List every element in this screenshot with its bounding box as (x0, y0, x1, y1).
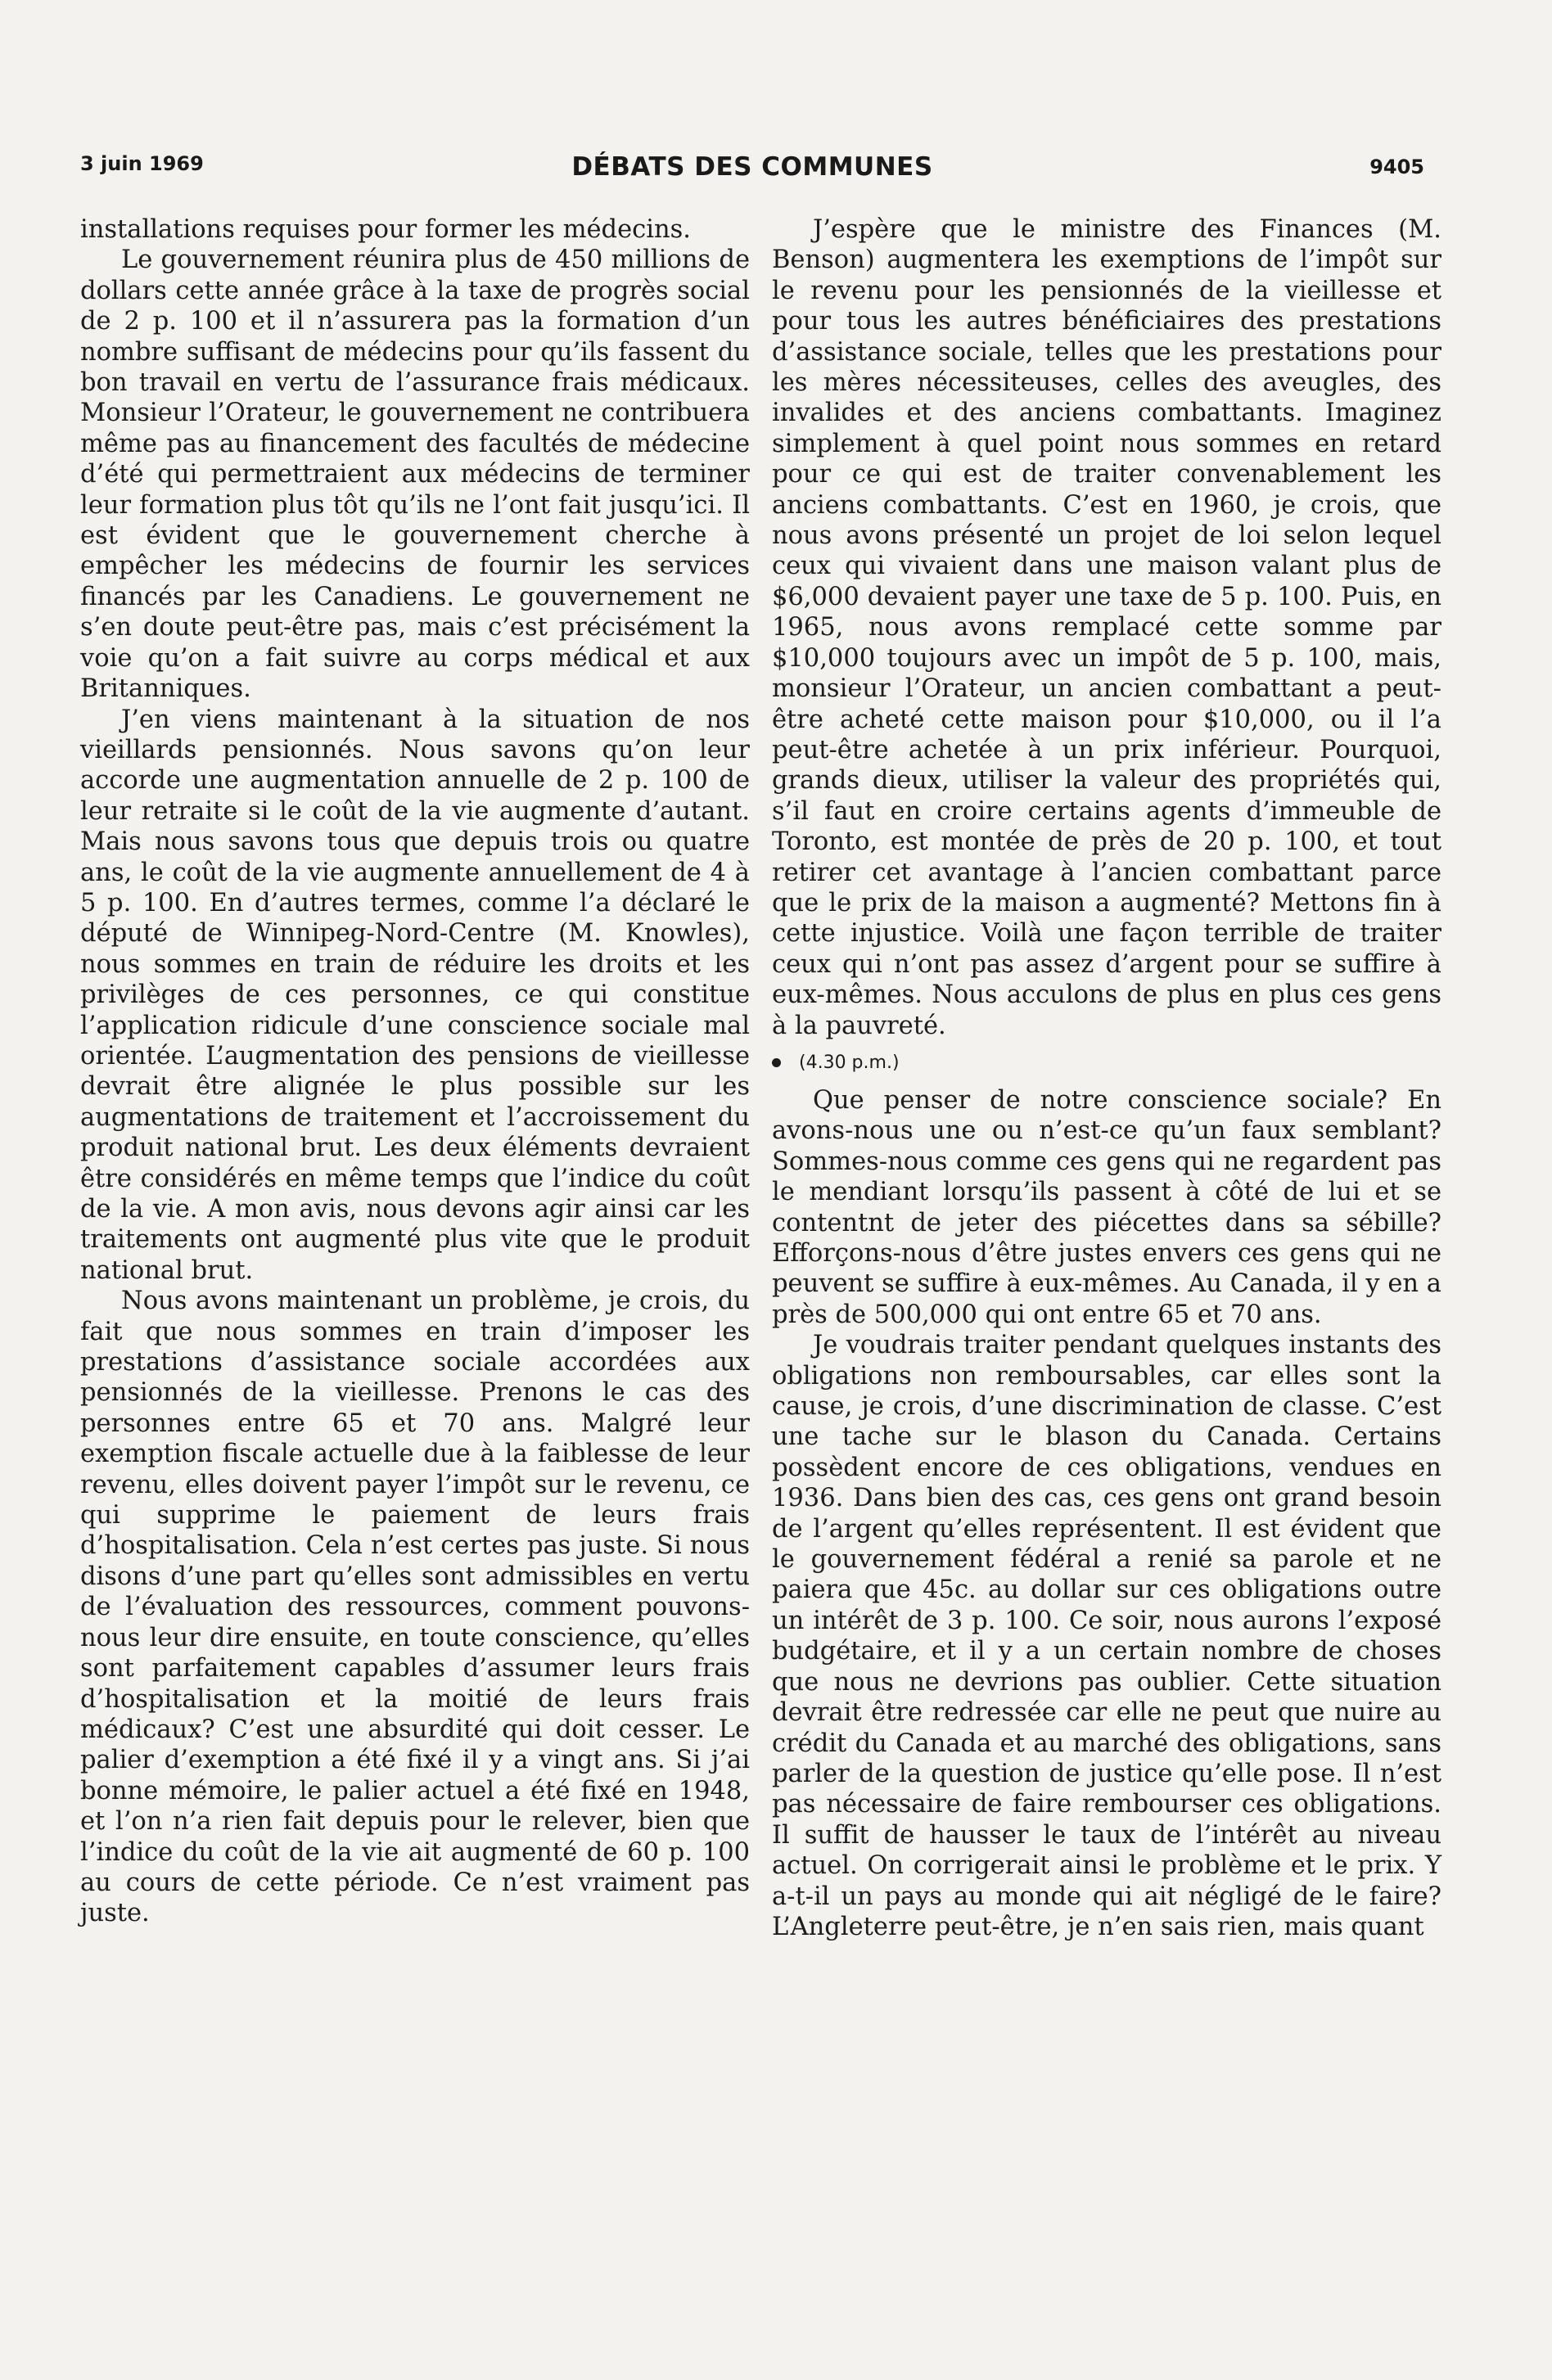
page-header (80, 152, 1424, 185)
left-column (80, 214, 750, 1929)
right-column (772, 214, 1441, 1942)
paragraph: Nous avons maintenant un problème, je crois, du fait que nous sommes en train d’imposer les prestations d’assistance sociale accordées aux pensionnés de la vieillesse. Prenons le cas des personnes entre 65 et 70 ans. Malgré leur exemption fiscale actuelle due à la faiblesse de leur revenu, elles doivent payer l’impôt sur le revenu, ce qui supprime le paiement de leurs frais d’hospitalisation. Cela n’est certes pas juste. Si nous disons d’une part qu’elles sont admissibles en vertu de l’évaluation des ressources, comment pouvons-nous leur dire ensuite, en toute conscience, qu’elles sont parfaitement capables d’assumer leurs frais d’hospitalisation et la moitié de leurs frais médicaux? C’est une absurdité qui doit cesser. Le palier d’exemption a été fixé il y a vingt ans. Si j’ai bonne mémoire, le palier actuel a été fixé en 1948, et l’on n’a rien fait depuis pour le relever, bien que l’indice du coût de la vie ait augmenté de 60 p. 100 au cours de cette période. Ce n’est vraiment pas juste. (80, 1287, 750, 1928)
paragraph: J’en viens maintenant à la situation de nos vieillards pensionnés. Nous savons qu’on leur accorde une augmentation annuelle de 2 p. 100 de leur retraite si le coût de la vie augmente d’autant. Mais nous savons tous que depuis trois ou quatre ans, le coût de la vie augmente annuellement de 4 à 5 p. 100. En d’autres termes, comme l’a déclaré le député de Winnipeg-Nord-Centre (M. Knowles), nous sommes en train de réduire les droits et les privilèges de ces personnes, ce qui constitue l’application ridicule d’une conscience sociale mal orientée. L’augmentation des pensions de vieillesse devrait être alignée le plus possible sur les augmentations de traitement et l’accroissement du produit national brut. Les deux éléments devraient être considérés en même temps que l’indice du coût de la vie. A mon avis, nous devons agir ainsi car les traitements ont augmenté plus vite que le produit national brut. (80, 705, 750, 1285)
page-number: 9405 (1369, 156, 1424, 178)
paragraph: Le gouvernement réunira plus de 450 millions de dollars cette année grâce à la taxe de progrès social de 2 p. 100 et il n’assurera pas la formation d’un nombre suffisant de médecins pour qu’ils fassent du bon travail en vertu de l’assurance frais médicaux. Monsieur l’Orateur, le gouvernement ne contribuera même pas au financement des facultés de médecine d’été qui permettraient aux médecins de terminer leur formation plus tôt qu’ils ne l’ont fait jusqu’ici. Il est évident que le gouvernement cherche à empêcher les médecins de fournir les services financés par les Canadiens. Le gouvernement ne s’en doute peut-être pas, mais c’est précisément la voie qu’on a fait suivre au corps médical et aux Britanniques. (80, 246, 750, 704)
paragraph: Que penser de notre conscience sociale? En avons-nous une ou n’est-ce qu’un faux semblant? Sommes-nous comme ces gens qui ne regardent pas le mendiant lorsqu’ils passent à côté de lui et se contentnt de jeter des piécettes dans sa sébille? Efforçons-nous d’être justes envers ces gens qui ne peuvent se suffire à eux-mêmes. Au Canada, il y en a près de 500,000 qui ont entre 65 et 70 ans. (772, 1085, 1441, 1329)
paragraph: J’espère que le ministre des Finances (M. Benson) augmentera les exemptions de l’impôt sur le revenu pour les pensionnés de la vieillesse et pour tous les autres bénéficiaires des prestations d’assistance sociale, telles que les prestations pour les mères nécessiteuses, celles des aveugles, des invalides et des anciens combattants. Imaginez simplement à quel point nous sommes en retard pour ce qui est de traiter convenablement les anciens combattants. C’est en 1960, je crois, que nous avons présenté un projet de loi selon lequel ceux qui vivaient dans une maison valant plus de $6,000 devaient payer une taxe de 5 p. 100. Puis, en 1965, nous avons remplacé cette somme par $10,000 toujours avec un impôt de 5 p. 100, mais, monsieur l’Orateur, un ancien combattant a peut-être acheté cette maison pour $10,000, ou il l’a peut-être achetée à un prix inférieur. Pourquoi, grands dieux, utiliser la valeur des propriétés qui, s’il faut en croire certains agents d’immeuble de Toronto, est montée de près de 20 p. 100, et tout retirer cet avantage à l’ancien combattant parce que le prix de la maison a augmenté? Mettons fin à cette injustice. Voilà une façon terrible de traiter ceux qui n’ont pas assez d’argent pour se suffire à eux-mêmes. Nous acculons de plus en plus ces gens à la pauvreté. (772, 215, 1441, 1040)
bullet-icon (772, 1058, 781, 1067)
timestamp-text: (4.30 p.m.) (799, 1052, 900, 1073)
timestamp-marker (772, 1051, 1441, 1075)
paragraph: installations requises pour former les médecins. (80, 215, 691, 244)
header-title: DÉBATS DES COMMUNES (571, 152, 933, 182)
paragraph: Je voudrais traiter pendant quelques instants des obligations non remboursables, car elles sont la cause, je crois, d’une discrimination de classe. C’est une tache sur le blason du Canada. Certains possèdent encore de ces obligations, vendues en 1936. Dans bien des cas, ces gens ont grand besoin de l’argent qu’elles représentent. Il est évident que le gouvernement fédéral a renié sa parole et ne paiera que 45c. au dollar sur ces obligations outre un intérêt de 3 p. 100. Ce soir, nous aurons l’exposé budgétaire, et il y a un certain nombre de choses que nous ne devrions pas oublier. Cette situation devrait être redressée car elle ne peut que nuire au crédit du Canada et au marché des obligations, sans parler de la question de justice qu’elle pose. Il n’est pas nécessaire de faire rembourser ces obligations. Il suffit de hausser le taux de l’intérêt au niveau actuel. On corrigerait ainsi le problème et le prix. Y a-t-il un pays au monde qui ait négligé de le faire? L’Angleterre peut-être, je n’en sais rien, mais quant (772, 1331, 1441, 1941)
header-date: 3 juin 1969 (80, 152, 204, 175)
